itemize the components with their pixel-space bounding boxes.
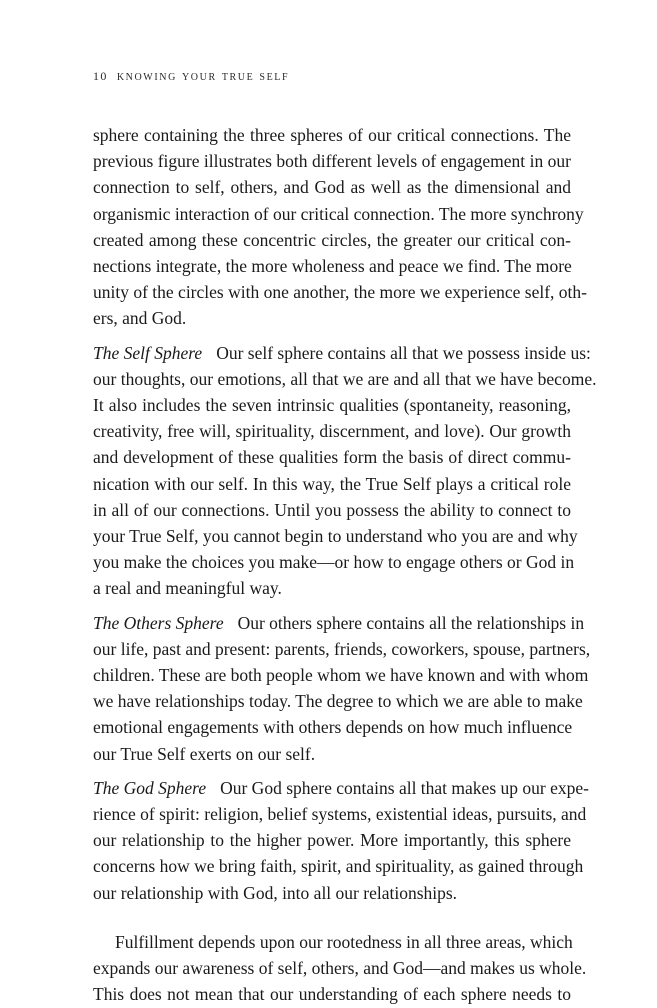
text-line: This does not mean that our understanding of each sphere needs to <box>93 984 571 1005</box>
run-in-heading-god-sphere: The God Sphere <box>93 777 207 798</box>
text-line: unity of the circles with one another, the more we experience self, oth- <box>93 282 587 303</box>
text-line-with-heading <box>93 610 585 636</box>
text-line: our life, past and present: parents, friends, coworkers, spouse, partners, <box>93 638 591 659</box>
text-line: It also includes the seven intrinsic qualities (spontaneity, reasoning, <box>93 395 571 416</box>
text-fragment: Our others sphere contains all the relationships in <box>237 612 585 633</box>
text-line: expands our awareness of self, others, and God—and makes us whole. <box>93 958 587 979</box>
text-line: a real and meaningful way. <box>93 578 282 599</box>
paragraph-intro <box>93 122 587 332</box>
running-head-title: knowing your true self <box>116 69 290 84</box>
page-number: 10 <box>93 69 108 83</box>
text-line: our thoughts, our emotions, all that we are and all that we have become. <box>93 368 597 389</box>
text-line: our relationship to the higher power. More importantly, this sphere <box>93 830 571 851</box>
run-in-heading-self-sphere: The Self Sphere <box>93 342 203 363</box>
run-in-heading-others-sphere: The Others Sphere <box>93 612 224 633</box>
text-line: emotional engagements with others depends on how much influence <box>93 717 573 738</box>
text-line: organismic interaction of our critical connection. The more synchrony <box>93 203 584 224</box>
text-line: in all of our connections. Until you possess the ability to connect to <box>93 499 571 520</box>
text-line: rience of spirit: religion, belief systems, existential ideas, pursuits, and <box>93 804 587 825</box>
running-head <box>93 69 289 85</box>
text-fragment: Our God sphere contains all that makes up our expe- <box>220 777 589 798</box>
text-line: nections integrate, the more wholeness and peace we find. The more <box>93 256 572 277</box>
text-line: sphere containing the three spheres of our critical connections. The <box>93 125 571 145</box>
paragraph-god-sphere <box>93 775 589 906</box>
text-line: connection to self, others, and God as well as the dimensional and <box>93 177 571 198</box>
paragraph-fulfillment <box>93 929 587 1008</box>
text-line: created among these concentric circles, the greater our critical con- <box>93 229 571 250</box>
text-line: and development of these qualities form the basis of direct commu- <box>93 447 571 468</box>
body-text <box>93 122 597 1008</box>
text-line: creativity, free will, spirituality, discernment, and love). Our growth <box>93 421 571 442</box>
text-line: children. These are both people whom we have known and with whom <box>93 665 589 686</box>
text-line: nication with our self. In this way, the True Self plays a critical role <box>93 473 571 494</box>
text-line: your True Self, you cannot begin to understand who you are and why <box>93 526 578 547</box>
text-line: we have relationships today. The degree to which we are able to make <box>93 691 583 712</box>
text-line-with-heading <box>93 775 589 801</box>
text-line-indented <box>93 929 571 955</box>
text-line: you make the choices you make—or how to engage others or God in <box>93 552 575 573</box>
text-line: previous figure illustrates both different levels of engagement in our <box>93 151 571 172</box>
text-line: concerns how we bring faith, spirit, and spirituality, as gained through <box>93 856 584 877</box>
paragraph-self-sphere <box>93 340 597 602</box>
text-line: our relationship with God, into all our relationships. <box>93 882 458 903</box>
text-fragment: Our self sphere contains all that we possess inside us: <box>216 342 591 363</box>
text-line: our True Self exerts on our self. <box>93 743 316 764</box>
text-line: ers, and God. <box>93 308 187 329</box>
paragraph-others-sphere <box>93 610 591 767</box>
text-line-with-heading <box>93 340 591 366</box>
text-fragment: Fulfillment depends upon our rootedness in all three areas, which <box>115 931 573 952</box>
